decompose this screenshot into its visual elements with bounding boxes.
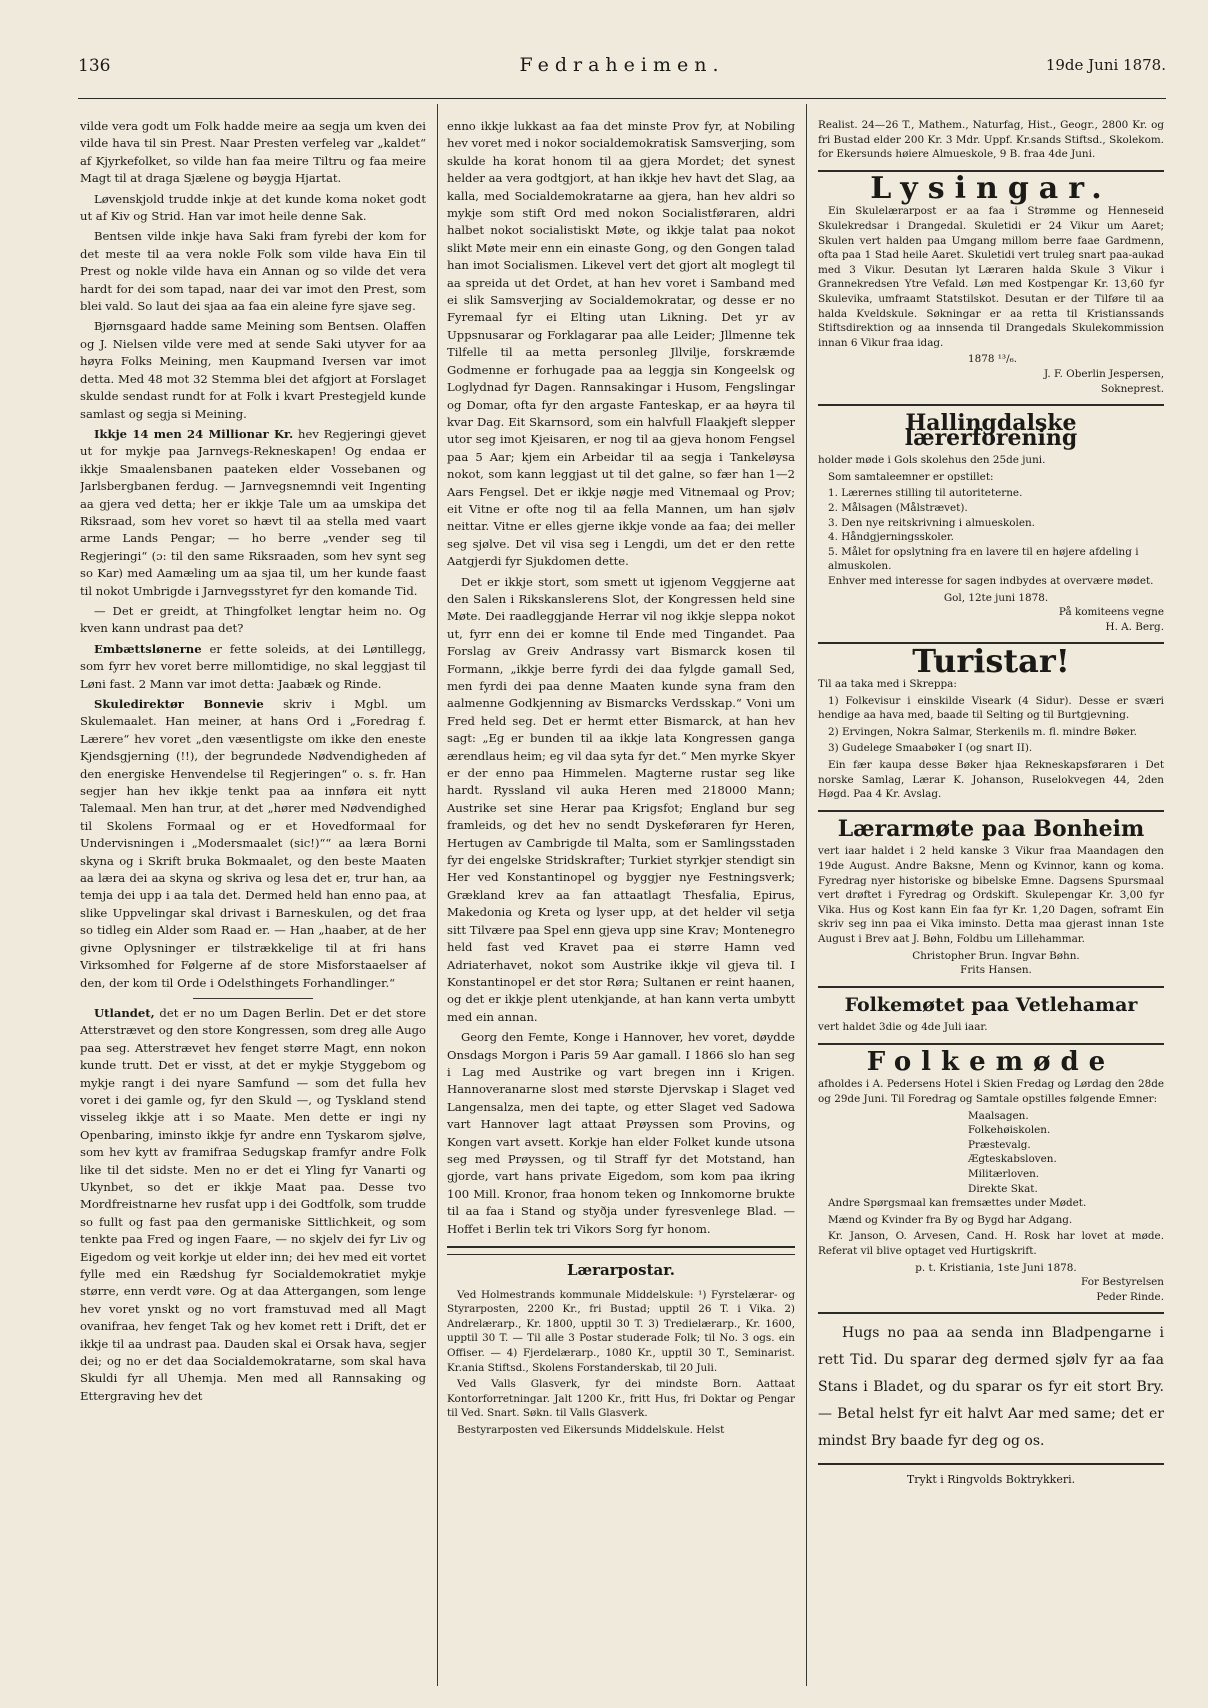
ad-title: Lærarmøte paa Bonheim [837, 815, 1145, 842]
notice-paragraph: Ved Holmestrands kommunale Middelskule: ¹) Fyrstelærar- og Styrarposten, 2200 Kr., fri Bustad; upptil 26 T. i Vika. 2) Andrelærarp., Kr. 1800, upptil 30 T. 3) Tredielærarp., Kr. 1600, upptil 30 T. — Til alle 3 Postar studerade Folk; til No. 3 ogs. ein Offiser. — 4) Fjerdelærarp., 1080 Kr., upptil 30 T., Seminarist. Kr.ania Stiftsd., Skolens Forstanderskab, til 20 Juli. [447, 1288, 795, 1374]
ad-title: Turistar! [912, 642, 1070, 681]
page-number: 136 [78, 56, 111, 76]
section-divider [818, 1463, 1164, 1465]
article-paragraph: Skuledirektør Bonnevie skriv i Mgbl. um Skulemaalet. Han meiner, at hans Ord i „Foredrag f. Lærere“ hev voret „den væsentligste om ikke den eneste Kjendsgjerning (!!), der begrundede Nødvendigheden af den energiske Henvendelse til Regjeringen“ o. s. fr. Han segjer han hev ikkje tenkt paa aa innføra eit nytt Talemaal. Men han trur, at det „hører med Nødvendighed til Skolens Formaal og er et Hovedformaal for Undervisningen i „Modersmaalet (sic!)““ aa læra Borni skyna og i Skrift bruka Bokmaalet, og den beste Maaten aa læra dei aa skyna og skriva og lesa det er, trur han, aa temja dei upp i aa tala det. Dermed held han enno paa, at slike Uppvelingar skal drivast i Barneskulen, og det fraa so tidleg ein Alder som Raad er. — Han „haaber, at de her givne Oplysninger er tilstrækkelige til at fri hans Virksomhed for Følgerne af de store Misforstaaelser af den, der kom til Orde i Odelsthingets Forhandlinger.“ [80, 697, 426, 990]
ad-hallingdal [818, 410, 1164, 634]
article-paragraph: Ikkje 14 men 24 Millionar Kr. hev Regjeringi gjevet ut for mykje paa Jarnvegs-Rekneskapen! Og endaa er ikkje Smaalensbanen paateken elder Vossebanen og Jarlsbergbanen ferdug. — Jarnvegsnemndi veit Ingenting aa gjera ved detta; her er ikkje Tale um aa umskipa det Riksraad, som hev voret so hævt til aa stella med vaart arme Lands Pengar; — ho berre „vender seg til Regjeringi“ (ɔ: til den same Riksraaden, som hev synt seg so Kar) med Aamæling um aa sjaa til, um her kunde faast til nokot Umbrigde i Jarnvegsstyret fyr den komande Tid. [80, 426, 426, 598]
ad-folkemode [818, 1046, 1164, 1305]
list-item: Direkte Skat. [968, 1182, 1038, 1195]
article-paragraph: — Det er greidt, at Thingfolket lengtar heim no. Og kven kann undrast paa det? [80, 603, 426, 636]
reminder-text: Hugs no paa aa senda inn Bladpengarne i rett Tid. Du sparar deg dermed sjølv fyr aa faa Stans i Bladet, og du sparar os fyr eit stort Bry. — Betal helst fyr eit halvt Aar med same; det er mindst Bry baade fyr deg og os. [818, 1325, 1164, 1450]
ad-vetlehamar [818, 993, 1164, 1035]
teacher-posts-notice [447, 1263, 795, 1438]
section-divider [818, 986, 1164, 988]
ad-text: Kr. Janson, O. Arvesen, Cand. H. Rosk har lovet at møde. Referat vil blive optaget ved Hurtigskrift. [818, 1230, 1164, 1257]
ad-signature: Sokneprest. [1100, 382, 1164, 395]
list-item: Maalsagen. [968, 1109, 1029, 1122]
ad-text: Andre Spørgsmaal kan fremsættes under Mødet. [828, 1197, 1087, 1210]
ad-signature: H. A. Berg. [1105, 620, 1164, 633]
article-paragraph: Løvenskjold trudde inkje at det kunde koma noket godt ut af Kiv og Strid. Han var imot heile denne Sak. [80, 191, 426, 224]
notice-paragraph: Bestyrarposten ved Eikersunds Middelskule. Helst [457, 1423, 725, 1436]
column-divider-1 [437, 104, 438, 1686]
section-divider [447, 1246, 795, 1248]
section-divider [447, 1254, 795, 1255]
list-item: 4. Håndgjerningsskoler. [828, 531, 954, 544]
ad-signature: Christopher Brun. Ingvar Bøhn. [912, 949, 1080, 962]
column-3 [818, 118, 1164, 1690]
list-item: Præstevalg. [968, 1138, 1031, 1151]
printer-imprint: Trykt i Ringvolds Boktrykkeri. [906, 1473, 1076, 1487]
article-heading: Skuledirektør Bonnevie [94, 697, 264, 711]
section-divider [818, 1312, 1164, 1314]
list-item: 3. Den nye reitskrivning i almueskolen. [828, 516, 1035, 529]
masthead-title: Fedraheimen. [519, 54, 725, 76]
column-2 [447, 118, 795, 1690]
ad-title: Hallingdalske lærerforening [904, 410, 1078, 451]
ad-text: Enhver med interesse for sagen indbydes at overvære mødet. [828, 575, 1154, 588]
ad-text: Til aa taka med i Skreppa: [818, 678, 957, 690]
ad-text: 1) Folkevisur i einskilde Viseark (4 Sidur). Desse er sværi hendige aa hava med, baade til Selting og til Burtgjevning. [818, 694, 1164, 722]
notice-title: Lærarpostar. [566, 1261, 676, 1279]
ad-date: 1878 ¹³/₆. [968, 353, 1018, 366]
ad-text: afholdes i A. Pedersens Hotel i Skien Fredag og Lørdag den 28de og 29de Juni. Til Foredrag og Samtale opstilles følgende Emner: [818, 1078, 1164, 1106]
section-divider [818, 810, 1164, 812]
list-item: 2. Målsagen (Målstrævet). [828, 502, 968, 515]
notice-paragraph: Ved Valls Glasverk, fyr dei mindste Born. Aattaat Kontorforretningar. Jalt 1200 Kr., fritt Hus, fri Doktar og Pengar til Ved. Snart. Søkn. til Valls Glasverk. [447, 1378, 795, 1420]
article-paragraph: Embættslønerne er fette soleids, at dei Løntillegg, som fyrr hev voret berre millomtidige, no skal leggjast til Løni fast. 2 Mann var imot detta: Jaabæk og Rinde. [80, 641, 426, 691]
ad-lysingar [818, 170, 1164, 396]
ad-title: Folkemøtet paa Vetlehamar [844, 993, 1138, 1016]
header-rule [78, 98, 1166, 99]
ad-text: vert iaar haldet i 2 held kanske 3 Vikur fraa Maandagen den 19de August. Andre Baksne, Menn og Kvinnor, kann og koma. Fyredrag nyer historiske og bibelske Emne. Dagsens Spursmaal vert drøftet i Fyredrag og Ordskift. Skulepengar Kr. 3,00 fyr Vika. Hus og Kost kann Ein faa fyr Kr. 1,20 Dagen, soframt Ein skriv seg inn paa ei Vika iminsto. Detta maa gjerast innan 1ste August i Brev aat J. Bøhn, Foldbu um Lillehammar. [818, 845, 1164, 945]
section-divider [193, 998, 313, 999]
section-divider [818, 404, 1164, 406]
section-divider [818, 1043, 1164, 1045]
ad-title: Folkemøde [866, 1046, 1116, 1077]
ad-date: p. t. Kristiania, 1ste Juni 1878. [915, 1261, 1077, 1274]
article-heading: Ikkje 14 men 24 Millionar Kr. [94, 426, 294, 441]
issue-date: 19de Juni 1878. [1045, 56, 1166, 74]
list-item: Militærloven. [968, 1168, 1040, 1181]
ad-title: Lysingar. [870, 170, 1112, 206]
ad-text: 3) Gudelege Smaabøker I (og snart II). [828, 742, 1033, 755]
ad-text: 2) Ervingen, Nokra Salmar, Sterkenils m. fl. mindre Bøker. [828, 725, 1137, 738]
ad-text: holder møde i Gols skolehus den 25de juni. [818, 454, 1046, 467]
list-item: Folkehøiskolen. [968, 1124, 1051, 1137]
subscription-reminder [818, 1320, 1164, 1455]
article-paragraph: Utlandet, det er no um Dagen Berlin. Det er det store Atterstrævet og den store Kongressen, som dreg alle Augo paa seg. Atterstrævet hev fenget større Magt, enn nokon kunde trutt. Det er visst, at det er mykje Styggebom og mykje rangt i dei nyare Samfund — som det fulla hev voret i dei gamle og, fyr den Skuld —, og Tyskland stend visseleg ikkje att i so Maate. Men dette er ingi ny Openbaring, iminsto ikkje fyr andre enn Tyskarom sjølve, som hev kytt av framifraa Sedugskap framfyr andre Folk like til det sidste. Men no er det ei Yling fyr Vanarti og Ukynbet, so det er ikkje Maat paa. Desse tvo Mordfreistnarne hev rusfat upp i dei Godtfolk, som trudde so fullt og fast paa den germaniske Sittlichkeit, og som tenkte paa Fred og ingen Faare, — no skjelv dei fyr Liv og Eigedom og veit korkje ut elder inn; dei hev med eit vortet fylle med ein Rædshug fyr Socialdemokratiet mykje større, enn verdt vøre. Og at daa Attergangen, som lenge hev voret ynskt og no vort framstuvad med all Magt ovanifraa, hev fenget Tak og hev komet rett i Drift, det er ikkje til aa undrast paa. Dauden skal ei Orsak hava, segjer dei; og no er det daa Socialdemokratarne, som skal hava Skuldi fyr all Uhemja. Men med all Rannsaking og Ettergraving hev det [80, 1005, 426, 1403]
ad-text: vert haldet 3die og 4de Juli iaar. [818, 1021, 988, 1034]
article-heading: Utlandet, [94, 1005, 155, 1020]
ad-turistar [818, 642, 1164, 801]
column-divider-2 [806, 104, 807, 1686]
ad-signature: På komiteens vegne [1058, 606, 1164, 619]
article-paragraph: Bentsen vilde inkje hava Saki fram fyrebi der kom for det meste til aa vera nokle Folk som vilde hava Ein til Prest og nokle vilde hava ein Annan og so vilde det vera hardt for dei som tapad, naar dei var imot den Prest, som blei vald. So laut dei sjaa aa faa ein aleine fyre sjave seg. [80, 229, 426, 314]
ad-text: Ein Skulelærarpost er aa faa i Strømme og Henneseid Skulekredsar i Drangedal. Skuletidi er 24 Vikur um Aaret; Skulen vert halden paa Umgang millom berre faae Gardmenn, ofta paa 1 Stad heile Aaret. Skuletidi vert truleg snart paa-aukad med 3 Vikur. Desutan lyt Læraren halda Skule 3 Vikur i Grannekredsen Ytre Vefald. Løn med Kostpengar Kr. 13,60 fyr Skulevika, umfraamt Statstilskot. Desutan er der Tilføre til aa halda Kveldskule. Søkningar er aa retta til Kristianssands Stiftsdirektion og aa innsenda til Drangedals Skulekommission innan 6 Vikur fraa idag. [818, 205, 1164, 349]
ad-text: Mænd og Kvinder fra By og Bygd har Adgang. [828, 1213, 1073, 1226]
list-item: 5. Målet for opslytning fra en lavere til en højere afdeling i almuskolen. [828, 545, 1139, 573]
article-paragraph: vilde vera godt um Folk hadde meire aa segja um kven dei vilde hava til sin Prest. Naar Presten verfeleg var „kaldet“ af Kjyrkefolket, so vilde han faa meire Tiltru og faa meire Magt til at draga Sjælene og bøygja Hjartat. [80, 119, 426, 186]
ad-text: Ein fær kaupa desse Bøker hjaa Rekneskapsføraren i Det norske Samlag, Lærar K. Johanson, Ruselokvegen 44, 2den Høgd. Paa 4 Kr. Avslag. [818, 758, 1164, 801]
article-paragraph: Georg den Femte, Konge i Hannover, hev voret, døydde Onsdags Morgon i Paris 59 Aar gamall. I 1866 slo han seg i Lag med Austrike og vart bregen inn i Krigen. Hannoveranarne slost med største Djervskap i Slaget ved Langensalza, men dei tapte, og etter Slaget ved Sadowa vart Hannover lagt attaat Prøyssen som Provins, og Kongen vart avsett. Korkje han elder Folket kunde utsona seg med Prøyssen, og til Straff fyr det Motstand, han gjorde, vart hans private Eigedom, som kom paa ikring 100 Mill. Kronor, fraa honom teken og Innkomorne brukte til aa faa i Stand og styðja under fyresvenlege Blad. — Hoffet i Berlin tek tri Vikors Sorg fyr honom. [447, 1030, 795, 1236]
notice-paragraph: Realist. 24—26 T., Mathem., Naturfag, Hist., Geogr., 2800 Kr. og fri Bustad elder 200 Kr. 3 Mdr. Uppf. Kr.sands Stiftsd., Skolekom. for Ekersunds høiere Almueskole, 9 B. fraa 4de Juni. [818, 119, 1164, 161]
agenda-list [818, 486, 1164, 574]
ad-signature: Peder Rinde. [1096, 1290, 1164, 1303]
ad-signature: For Bestyrelsen [1081, 1276, 1164, 1289]
article-heading: Embættslønerne [94, 641, 202, 656]
ad-signature: J. F. Oberlin Jespersen, [1044, 367, 1164, 380]
article-paragraph: Det er ikkje stort, som smett ut igjenom Veggjerne aat den Salen i Rikskanslerens Slot, der Kongressen held sine Møte. Dei raadleggjande Herrar vil nog ikkje sleppa nokot ut, fyrr enn dei er komne til Ende med Tingandet. Paa Forslag av Greiv Andrassy vart Bismarck kosen til Formann, „ikkje berre fyrdi dei daa fylgde gamall Sed, men fyrdi dei paa denne Maaten kunde syna fram den aalmenne Godkjenning av Bismarcks Verdsskap.“ Voni um Fred held seg. Det er hermt etter Bismarck, at han hev sagt: „Eg er bunden til aa ikkje lata Kongressen ganga ærendlaus heim; eg vil daa syta fyr det.“ Men myrke Skyer er der enno paa Himmelen. Magterne rustar seg like hardt. Ryssland vil auka Heren med 218000 Mann; Austrike set sine Herar paa Krigsfot; England bur seg framleids, og det hev no sendt Dyskeføraren fyr Heren, Hertugen av Cambrigde til Malta, som er Samlingsstaden fyr dei engelske Stridskrafter; Turkiet styrkjer stendigt sin Her ved Konstantinopel og byggjer nye Festningsverk; Grækland krev aa fan attaatlagt Thesfalia, Epirus, Makedonia og Kreta og lyser upp, at det helder vil setja sitt Tilvære paa Spel enn gjeva upp sine Krav; Montenegro held fast ved Kravet paa ei større Hamn ved Adriaterhavet, nokot som Austrike ikkje vil gjeva til. I Konstantinopel er det stor Røra; Sultanen er reint haanen, og det er ikkje plent utenkjande, at han kann verta umbytt med ein annan. [447, 574, 795, 1024]
ad-bonheim [818, 815, 1164, 978]
ad-signature: Frits Hansen. [960, 964, 1032, 977]
ad-text: Som samtaleemner er opstillet: [828, 470, 994, 483]
column-1 [80, 118, 426, 1690]
ad-date: Gol, 12te juni 1878. [943, 591, 1049, 604]
list-item: 1. Lærernes stilling til autoriteterne. [828, 487, 1023, 500]
page-header [78, 52, 1166, 80]
article-paragraph: enno ikkje lukkast aa faa det minste Prov fyr, at Nobiling hev voret med i nokor socialdemokratisk Samsverjing, som skulde ha korat honom til aa gjera Mordet; det synest helder aa vera godtgjort, at han ikkje hev havt det Slag, aa kalla, med Socialdemokratarne aa gjera, han hev aldri so mykje som stift Ord med nokon Socialistføraren, aldri halbet nokot socialistiskt Møte, og ikkje talat paa nokot slikt Møte meir enn ein einaste Gong, og den Gongen talad han imot Socialismen. Likevel vert det gjort alt moglegt til aa spreida ut det Ordet, at han hev voret i Samband med ei slik Samsverjing av Socialdemokratar, og desse er no Fyremaal fyr ei Elting utan Likning. Det yr av Uppsnusarar og Forklagarar paa alle Leider; Jllmenne tek Tilfelle til aa metta personleg Jllvilje, forskræmde Godmenne er forhugade paa aa leggja sin Kongeelsk og Loglydnad fyr Dagen. Rannsakingar i Husom, Fengslingar og Domar, ofta fyr den argaste Fanteskap, er aa høyra til kvar Dag. Eit Skarnsord, som ein halvfull Flaakjeft slepper utor seg imot Kjeisaren, er nog til aa gjeva honom Fengsel paa 5 Aar; kjem ein Arbeidar til aa segja i Tankeløysa nokot, som kann leggjast ut til det galne, so fær han 1—2 Aars Fengsel. Det er ikkje nøgje med Vitnemaal og Prov; eit Vitne er ofte nog til aa fella Mannen, um han sjølv neittar. Vitne er elles gjerne ikkje vonde aa faa; dei meller seg sjølve. Det vil visa seg i Lengdi, um det er den rette Aatgjerdi fyr Sjukdomen dette. [447, 119, 795, 569]
notice-continued [818, 118, 1164, 162]
article-paragraph: Bjørnsgaard hadde same Meining som Bentsen. Olaffen og J. Nielsen vilde vere med at sende Saki utyver for aa høyra Folks Meining, men Kaupmand Iversen var imot detta. Med 48 mot 32 Stemma blei det afgjort at Forslaget skulde sendast rundt for at Folk i kvart Prestegjeld kunde samlast og segja si Meining. [80, 319, 426, 421]
list-item: Ægteskabsloven. [968, 1153, 1057, 1166]
